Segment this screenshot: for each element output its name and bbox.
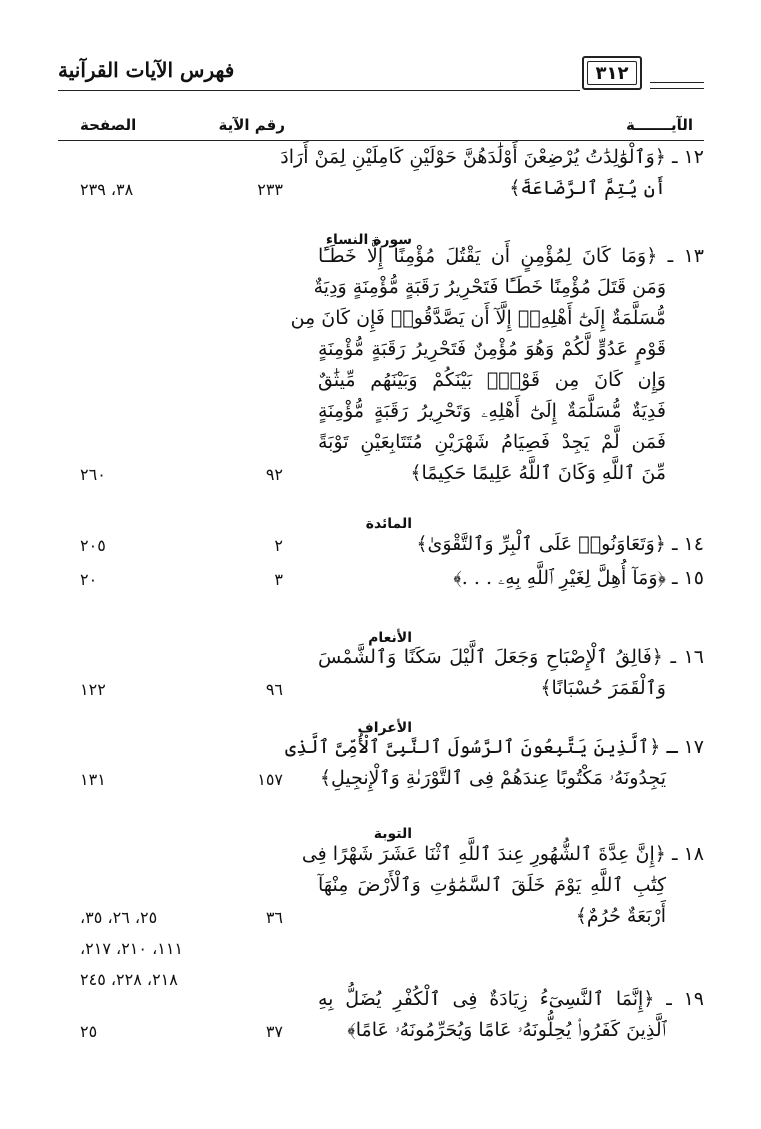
verse-text-line: مُّسَلَّمَةٌ إِلَىٰٓ أَهْلِهِۦٓ إِلَّآ أَن يَصَّدَّقُوا۟ فَإِن كَانَ مِن xyxy=(290,307,666,329)
page-number: ٣١٢ xyxy=(582,56,642,90)
ayah-number: ٢٣٣ xyxy=(257,180,283,199)
page-reference: ١٣١ xyxy=(80,770,106,789)
page-reference: ٢٥، ٢٦، ٣٥، xyxy=(80,908,158,927)
verse-text-line: ٱلَّذِينَ كَفَرُوا۟ يُحِلُّونَهُۥ عَامًا وَيُحَرِّمُونَهُۥ عَامًا﴾ xyxy=(347,1019,666,1041)
ayah-number: ٣٦ xyxy=(265,908,283,927)
page-reference: ٢٦٠ xyxy=(80,465,106,484)
verse-text-line: أَرْبَعَةٌ حُرُمٌ﴾ xyxy=(575,905,666,927)
page-reference: ٣٨، ٢٣٩ xyxy=(80,180,134,199)
verse-text-line: ١٦ ـ ﴿فَالِقُ ٱلْإِصْبَاحِ وَجَعَلَ ٱلَّيْلَ سَكَنًا وَٱلشَّمْسَ xyxy=(318,646,704,668)
verse-text-line: ١٢ ـ ﴿وَٱلْوَٰلِدَٰتُ يُرْضِعْنَ أَوْلَٰدَهُنَّ حَوْلَيْنِ كَامِلَيْنِ لِمَنْ أَرَادَ xyxy=(280,146,704,168)
page-reference: ٢١٨، ٢٢٨، ٢٤٥ xyxy=(80,970,178,989)
verse-text-line: مِّنَ ٱللَّهِ وَكَانَ ٱللَّهُ عَلِيمًا حَكِيمًا﴾ xyxy=(410,462,666,484)
page-reference: ٢٠ xyxy=(80,570,98,589)
verse-text-line: ١٧ ـ ﴿ٱلَّذِينَ يَتَّبِعُونَ ٱلرَّسُولَ ٱلنَّبِىَّ ٱلْأُمِّىَّ ٱلَّذِى xyxy=(285,736,704,758)
verse-text-line: فَمَن لَّمْ يَجِدْ فَصِيَامُ شَهْرَيْنِ مُتَتَابِعَيْنِ تَوْبَةً xyxy=(318,431,666,453)
column-header-ayah-number: رقم الآية xyxy=(218,116,285,134)
header-double-rule xyxy=(650,82,704,94)
column-header-page: الصفحة xyxy=(80,116,137,134)
page-header xyxy=(58,56,704,96)
page-reference: ١٢٢ xyxy=(80,680,106,699)
verse-text-line: فَدِيَةٌ مُّسَلَّمَةٌ إِلَىٰٓ أَهْلِهِۦ وَتَحْرِيرُ رَقَبَةٍ مُّؤْمِنَةٍ xyxy=(318,400,666,422)
surah-heading: سورة النساء xyxy=(325,232,412,248)
surah-heading: الأعراف xyxy=(357,720,412,736)
running-title: فهرس الآيات القرآنية xyxy=(58,58,235,82)
verse-text-line: وَمَن قَتَلَ مُؤْمِنًا خَطَـًٔا فَتَحْرِيرُ رَقَبَةٍ مُّؤْمِنَةٍ وَدِيَةٌ xyxy=(313,276,666,298)
surah-heading: الأنعام xyxy=(368,630,412,646)
verse-text-line: ١٨ ـ ﴿إِنَّ عِدَّةَ ٱلشُّهُورِ عِندَ ٱللَّهِ ٱثْنَا عَشَرَ شَهْرًا فِى xyxy=(301,843,704,865)
ayah-number: ٣ xyxy=(274,570,283,589)
verse-text-line: ١٤ ـ ﴿وَتَعَاوَنُوا۟ عَلَى ٱلْبِرِّ وَٱلتَّقْوَىٰ﴾ xyxy=(416,533,704,555)
verse-text-line: ١٣ ـ ﴿وَمَا كَانَ لِمُؤْمِنٍ أَن يَقْتُلَ مُؤْمِنًا إِلَّا خَطَـًٔا xyxy=(318,245,704,267)
column-header-ayah: الآيـــــــة xyxy=(625,116,693,134)
verse-text-line: أَن يُتِمَّ ٱلرَّضَاعَةَ﴾ xyxy=(509,177,666,199)
verse-text-line: قَوْمٍ عَدُوٍّ لَّكُمْ وَهُوَ مُؤْمِنٌ فَتَحْرِيرُ رَقَبَةٍ مُّؤْمِنَةٍ xyxy=(318,338,666,360)
verse-text-line: ١٩ ـ ﴿إِنَّمَا ٱلنَّسِىٓءُ زِيَادَةٌ فِى ٱلْكُفْرِ يُضَلُّ بِهِ xyxy=(318,988,704,1010)
verse-text-line: كِتَٰبِ ٱللَّهِ يَوْمَ خَلَقَ ٱلسَّمَٰوَٰتِ وَٱلْأَرْضَ مِنْهَآ xyxy=(318,874,666,896)
verse-text-line: وَإِن كَانَ مِن قَوْمٍۭ بَيْنَكُمْ وَبَيْنَهُم مِّيثَٰقٌ xyxy=(318,369,666,391)
ayah-number: ٩٢ xyxy=(265,465,283,484)
page-reference: ١١١، ٢١٠، ٢١٧، xyxy=(80,939,184,958)
verse-text-line: يَجِدُونَهُۥ مَكْتُوبًا عِندَهُمْ فِى ٱلتَّوْرَىٰةِ وَٱلْإِنجِيلِ﴾ xyxy=(319,767,666,789)
surah-heading: التوبة xyxy=(373,826,412,842)
ayah-number: ١٥٧ xyxy=(257,770,283,789)
page-reference: ٢٠٥ xyxy=(80,536,106,555)
ayah-number: ٢ xyxy=(274,536,283,555)
verse-text-line: وَٱلْقَمَرَ حُسْبَانًا﴾ xyxy=(540,677,666,699)
header-rule xyxy=(58,90,580,91)
ayah-number: ٩٦ xyxy=(265,680,283,699)
surah-heading: المائدة xyxy=(365,516,412,532)
ayah-number: ٣٧ xyxy=(265,1022,283,1041)
page-reference: ٢٥ xyxy=(80,1022,98,1041)
verse-text-line: ١٥ ـ ﴿وَمَآ أُهِلَّ لِغَيْرِ ٱللَّهِ بِهِۦ . . .﴾ xyxy=(453,567,704,589)
column-header-rule xyxy=(58,140,704,141)
